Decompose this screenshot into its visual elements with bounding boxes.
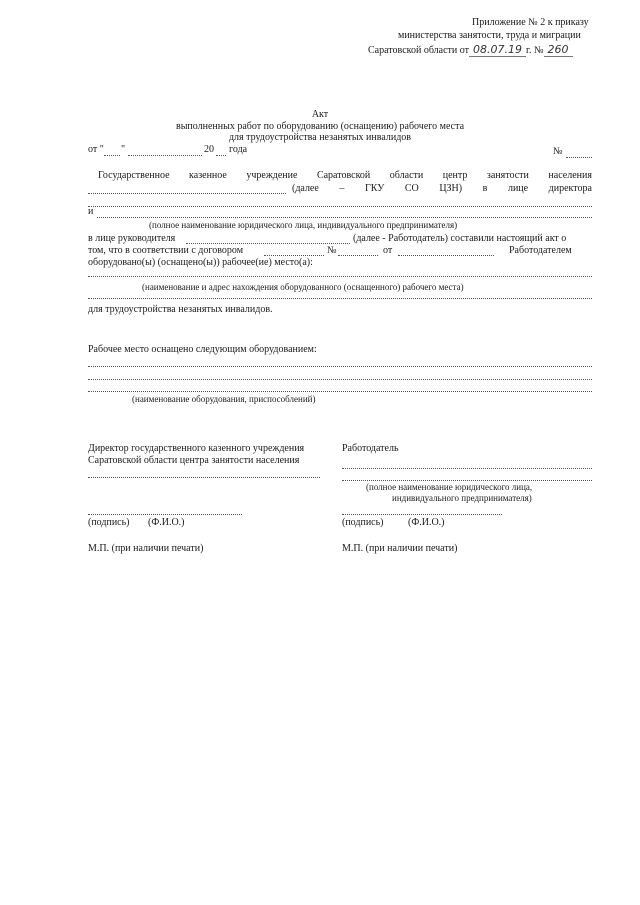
- p2-word-3: ГКУ: [364, 183, 385, 194]
- date-year-blank[interactable]: [216, 155, 226, 156]
- p1-word-6: центр: [442, 170, 468, 181]
- p1-word-5: области: [389, 170, 424, 181]
- rep-tail: (далее - Работодатель) составили настоящий акт о: [353, 233, 567, 244]
- contract-from: от: [383, 245, 393, 256]
- date-month-blank[interactable]: [128, 155, 202, 156]
- workplace-blank-2[interactable]: [88, 298, 592, 299]
- appendix-date-handwritten: 08.07.19: [469, 43, 526, 57]
- p1-word-1: Государственное: [98, 170, 170, 181]
- sign-right-signature-blank[interactable]: [342, 514, 502, 515]
- p2-word-2: –: [339, 183, 345, 194]
- sign-left-fio-label: (Ф.И.О.): [148, 517, 185, 528]
- stamp-note-left: М.П. (при наличии печати): [88, 543, 204, 554]
- sign-left-name-blank[interactable]: [88, 477, 320, 478]
- appendix-date-prefix: Саратовской области от: [368, 45, 469, 56]
- appendix-line-1: Приложение № 2 к приказу: [472, 17, 589, 28]
- title-line-3: для трудоустройства незанятых инвалидов: [228, 132, 412, 143]
- equipment-blank-2[interactable]: [88, 379, 592, 380]
- sign-right-caption-1: (полное наименование юридического лица,: [366, 482, 533, 492]
- sign-right-title: Работодатель: [342, 443, 399, 454]
- date-from: от ": [88, 144, 104, 155]
- equipped-label: оборудовано(ы) (оснащено(ы)) рабочее(ие) место(а):: [88, 257, 313, 268]
- p1-line: [98, 171, 592, 181]
- contract-date-blank[interactable]: [398, 255, 494, 256]
- p2-word-1: (далее: [292, 183, 319, 194]
- contract-no: №: [327, 245, 337, 256]
- rep-name-blank[interactable]: [186, 243, 350, 244]
- sign-left-signature-label: (подпись): [88, 517, 130, 528]
- sign-right-signature-label: (подпись): [342, 517, 384, 528]
- date-year: 20: [204, 144, 214, 155]
- entity-name-blank[interactable]: [97, 217, 592, 218]
- purpose-text: для трудоустройства незанятых инвалидов.: [88, 304, 273, 315]
- p2-word-4: СО: [404, 183, 419, 194]
- appendix-number-handwritten: 260: [544, 43, 573, 57]
- date-day-blank[interactable]: [104, 155, 120, 156]
- appendix-number-label: г. №: [525, 45, 544, 56]
- equipment-blank-3[interactable]: [88, 391, 592, 392]
- rep-label: в лице руководителя: [88, 233, 176, 244]
- contract-number-blank[interactable]: [338, 255, 378, 256]
- sign-right-caption-2: индивидуального предпринимателя): [392, 493, 532, 503]
- p2-line: [292, 184, 592, 194]
- appendix-line-3: [368, 44, 573, 56]
- sign-right-blank-2[interactable]: [342, 480, 592, 481]
- caption-address: (наименование и адрес нахождения оборудованного (оснащенного) рабочего места): [142, 282, 464, 292]
- sign-left-line-1: Директор государственного казенного учреждения: [88, 443, 305, 454]
- stamp-note-right: М.П. (при наличии печати): [342, 543, 458, 554]
- p1-word-7: занятости: [486, 170, 529, 181]
- caption-equipment: (наименование оборудования, приспособлений): [132, 394, 316, 404]
- sign-left-signature-blank[interactable]: [88, 514, 242, 515]
- date-year-suffix: года: [229, 144, 248, 155]
- appendix-line-2: министерства занятости, труда и миграции: [398, 30, 581, 41]
- director-name-blank[interactable]: [88, 206, 592, 207]
- sign-right-blank-1[interactable]: [342, 468, 592, 469]
- equipment-intro: Рабочее место оснащено следующим оборудованием:: [88, 344, 317, 355]
- contract-blank[interactable]: [264, 255, 324, 256]
- p1-word-4: Саратовской: [316, 170, 371, 181]
- sign-right-fio-label: (Ф.И.О.): [408, 517, 445, 528]
- sign-left-line-2: Саратовской области центра занятости населения: [88, 455, 300, 466]
- act-number-label: №: [553, 146, 563, 157]
- title-line-2: выполненных работ по оборудованию (оснащению) рабочего места: [175, 121, 465, 132]
- and-label: и: [88, 206, 94, 217]
- p2-word-5: ЦЗН): [439, 183, 463, 194]
- equipment-blank-1[interactable]: [88, 366, 592, 367]
- act-number-blank[interactable]: [566, 157, 592, 158]
- p1-word-2: казенное: [189, 170, 227, 181]
- p1-word-8: населения: [548, 170, 592, 181]
- caption-entity: (полное наименование юридического лица, индивидуального предпринимателя): [149, 220, 458, 230]
- p2-word-6: в: [482, 183, 488, 194]
- date-quote-close: ": [121, 144, 126, 155]
- p2-word-7: лице: [507, 183, 529, 194]
- contract-prefix: том, что в соответствии с договором: [88, 245, 244, 256]
- contract-employer: Работодателем: [509, 245, 572, 256]
- center-name-blank[interactable]: [88, 193, 286, 194]
- title-act: Акт: [311, 109, 329, 120]
- p1-word-3: учреждение: [246, 170, 298, 181]
- p2-word-8: директора: [548, 183, 592, 194]
- workplace-blank-1[interactable]: [88, 276, 592, 277]
